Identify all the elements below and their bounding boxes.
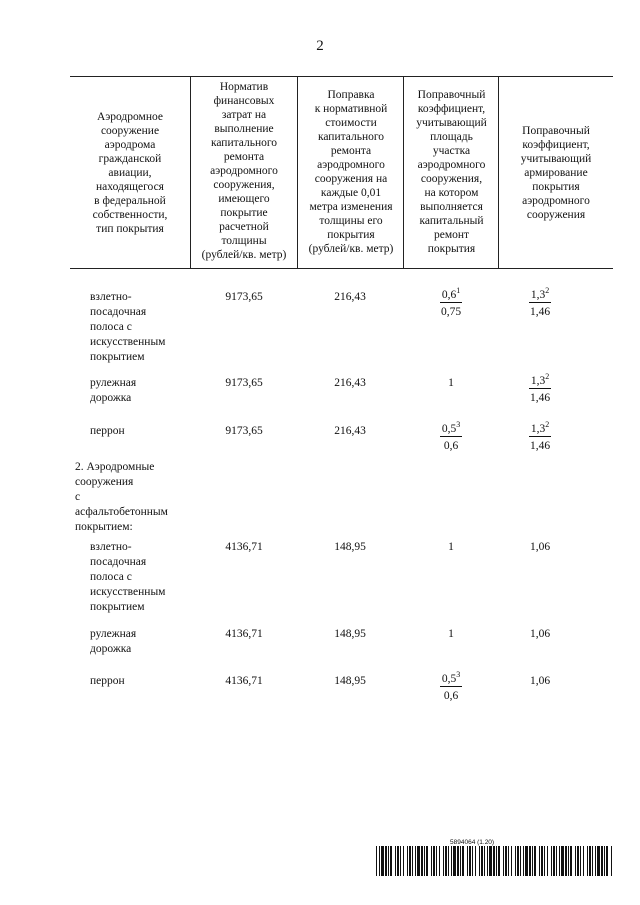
norm-value: 4136,71 xyxy=(225,541,263,553)
area-coefficient-value: 1 xyxy=(448,628,454,640)
reinforcement-coefficient-fraction: $\frac{1,3^2}{1,46}$ xyxy=(529,372,551,404)
correction-value: 148,95 xyxy=(334,541,366,553)
area-coefficient-value: 1 xyxy=(448,541,454,553)
reinforcement-coefficient-fraction: $\frac{1,3^2}{1,46}$ xyxy=(529,286,551,318)
area-coefficient-fraction: $\frac{0,5^3}{0,6}$ xyxy=(441,420,461,452)
reinforcement-coefficient-value: 1,06 xyxy=(529,675,551,687)
correction-value: 216,43 xyxy=(334,425,366,437)
norm-value: 9173,65 xyxy=(225,291,263,303)
header-divider xyxy=(297,76,298,268)
reinforcement-coefficient-fraction: $\frac{1,3^2}{1,46}$ xyxy=(529,420,551,452)
header-reinforcement-coefficient: Поправочный коэффициент, учитывающий армирование покрытия аэродромного сооружения xyxy=(520,125,592,221)
section-title: 2. Аэродромные сооружения с асфальтобетонным покрытием: xyxy=(75,461,168,533)
norm-value: 9173,65 xyxy=(225,425,263,437)
area-coefficient-value: 1 xyxy=(448,377,454,389)
header-area-coefficient: Поправочный коэффициент, учитывающий площадь участка аэродромного сооружения, на котором выполняется капитальный ремонт покрытия xyxy=(416,89,487,255)
reinforcement-coefficient-value: 1,06 xyxy=(529,628,551,640)
reinforcement-coefficient-value: 1,06 xyxy=(529,541,551,553)
norm-value: 9173,65 xyxy=(225,377,263,389)
correction-value: 216,43 xyxy=(334,291,366,303)
facility-name: перрон xyxy=(90,675,125,687)
header-top-rule xyxy=(70,76,613,77)
header-divider xyxy=(498,76,499,268)
facility-name: рулежная дорожка xyxy=(90,377,137,404)
header-divider xyxy=(190,76,191,268)
header-divider xyxy=(403,76,404,268)
correction-value: 216,43 xyxy=(334,377,366,389)
area-coefficient-fraction: $\frac{0,5^3}{0,6}$ xyxy=(441,670,461,702)
facility-name: рулежная дорожка xyxy=(90,628,137,655)
header-thickness-correction: Поправка к нормативной стоимости капитального ремонта аэродромного сооружения на каждые 0,01 метра изменения толщины его покрытия (рублей/кв. метр) xyxy=(308,89,394,255)
barcode-label: 5894064 (1.20) xyxy=(450,839,495,846)
correction-value: 148,95 xyxy=(334,675,366,687)
correction-value: 148,95 xyxy=(334,628,366,640)
header-norm-cost: Норматив финансовых затрат на выполнение капитального ремонта аэродромного сооружения, имеющего покрытие расчетной толщины (рублей/кв. метр) xyxy=(201,81,287,261)
header-bottom-rule xyxy=(70,268,613,269)
page-number: 2 xyxy=(316,38,324,54)
norm-value: 4136,71 xyxy=(225,675,263,687)
norm-value: 4136,71 xyxy=(225,628,263,640)
area-coefficient-fraction: $\frac{0,6^1}{0,75}$ xyxy=(440,286,462,318)
barcode-image xyxy=(376,846,613,876)
facility-name: перрон xyxy=(90,425,125,437)
facility-name: взлетно- посадочная полоса с искусственным покрытием xyxy=(90,541,166,613)
facility-name: взлетно- посадочная полоса с искусственным покрытием xyxy=(90,291,166,363)
header-facility-type: Аэродромное сооружение аэродрома гражданской авиации, находящегося в федеральной собственности, тип покрытия xyxy=(92,111,168,235)
